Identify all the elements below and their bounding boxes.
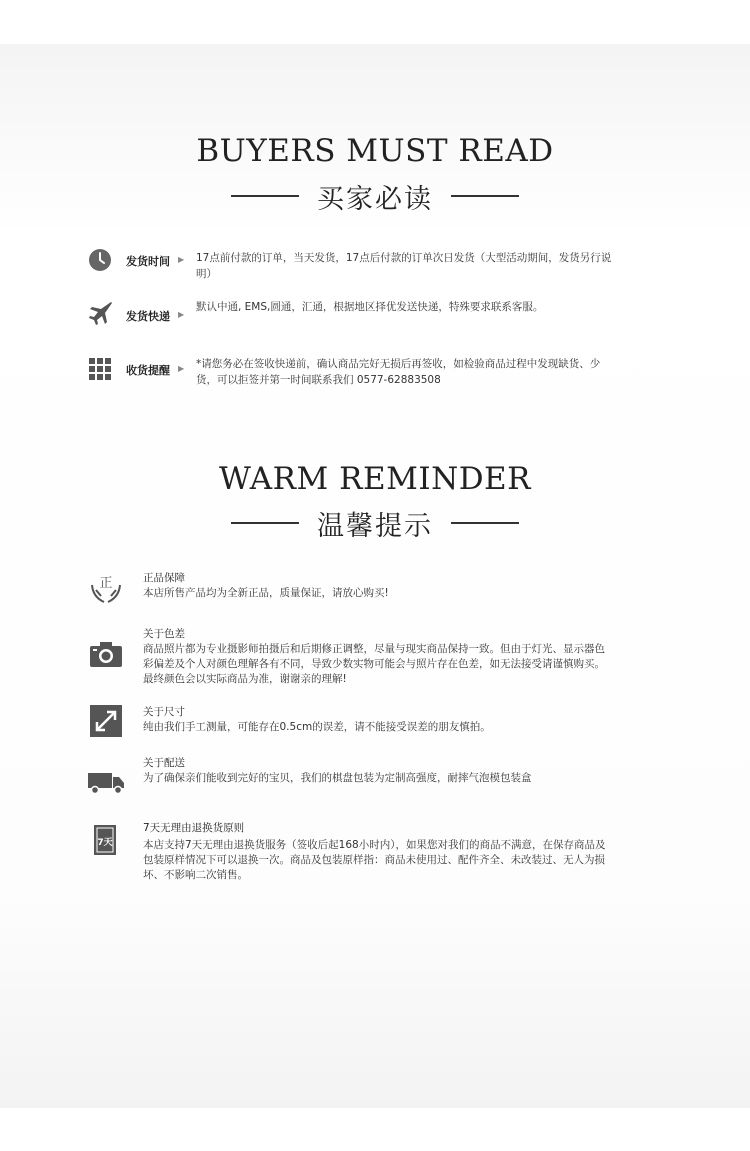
buyers-title-cn: 买家必读 [317, 183, 433, 215]
reminder-title: 关于尺寸 [143, 706, 185, 718]
reminder-size [86, 704, 626, 744]
buyers-title-en: BUYERS MUST READ [196, 133, 554, 169]
reminder-color [86, 626, 626, 686]
warm-title-cn-row [0, 503, 750, 543]
svg-text:正: 正 [99, 576, 113, 591]
reminder-title: 7天无理由退换货原则 [143, 822, 245, 834]
notice-label: 收货提醒 [126, 364, 170, 377]
seven-day-icon [86, 820, 126, 860]
divider-line [451, 522, 519, 524]
notice-receipt [86, 353, 626, 393]
camera-icon [86, 634, 126, 674]
reminder-title: 关于配送 [143, 757, 185, 769]
svg-text:7天: 7天 [97, 838, 113, 848]
divider-line [231, 522, 299, 524]
reminder-body: 商品照片都为专业摄影师拍摄后和后期修正调整，尽量与现实商品保持一致。但由于灯光、显示器色彩偏差及个人对颜色理解各有不同，导致少数实物可能会与照片存在色差，如无法接受请谨慎购买。最终颜色会以实际商品为准，谢谢亲的理解! [143, 643, 605, 685]
reminder-body: 本店所售产品均为全新正品，质量保证，请放心购买! [143, 587, 389, 599]
notice-text: 17点前付款的订单，当天发货，17点后付款的订单次日发货（大型活动期间，发货另行说明） [196, 252, 612, 280]
notice-shipping-time [86, 246, 626, 286]
reminder-title: 正品保障 [143, 572, 185, 584]
buyers-title-cn-row [0, 176, 750, 216]
notice-label: 发货时间 [126, 255, 170, 268]
reminder-delivery [86, 755, 626, 795]
grid-icon [86, 355, 114, 383]
genuine-hands-icon [86, 568, 126, 608]
resize-arrow-icon [86, 701, 126, 741]
reminder-title: 关于色差 [143, 628, 185, 640]
divider-line [231, 195, 299, 197]
triangle-right-icon: ▶ [178, 310, 185, 319]
reminder-genuine [86, 570, 626, 610]
notice-courier [86, 296, 626, 336]
reminder-body: 为了确保亲们能收到完好的宝贝，我们的棋盘包装为定制高强度，耐摔气泡模包装盒 [143, 772, 532, 784]
reminder-body: 本店支持7天无理由退换货服务（签收后起168小时内），如果您对我们的商品不满意，在保存商品及包装原样情况下可以退换一次。商品及包装原样指：商品未使用过、配件齐全、未改装过、无人为损坏、不影响二次销售。 [143, 839, 606, 881]
warm-title-en: WARM REMINDER [218, 461, 532, 497]
airplane-icon [86, 299, 114, 327]
clock-icon [86, 246, 114, 274]
reminder-body: 纯由我们手工测量，可能存在0.5cm的误差，请不能接受误差的朋友慎拍。 [143, 721, 491, 733]
notice-label: 发货快递 [126, 310, 170, 323]
reminder-return [86, 820, 626, 884]
triangle-right-icon: ▶ [178, 255, 185, 264]
truck-icon [86, 763, 126, 803]
triangle-right-icon: ▶ [178, 364, 185, 373]
notice-text: *请您务必在签收快递前，确认商品完好无损后再签收，如检验商品过程中发现缺货、少货，可以拒签并第一时间联系我们 0577-62883508 [196, 358, 601, 386]
notice-text: 默认中通, EMS,圆通，汇通，根据地区择优发送快递，特殊要求联系客服。 [196, 301, 544, 313]
divider-line [451, 195, 519, 197]
warm-title-cn: 温馨提示 [317, 510, 433, 542]
